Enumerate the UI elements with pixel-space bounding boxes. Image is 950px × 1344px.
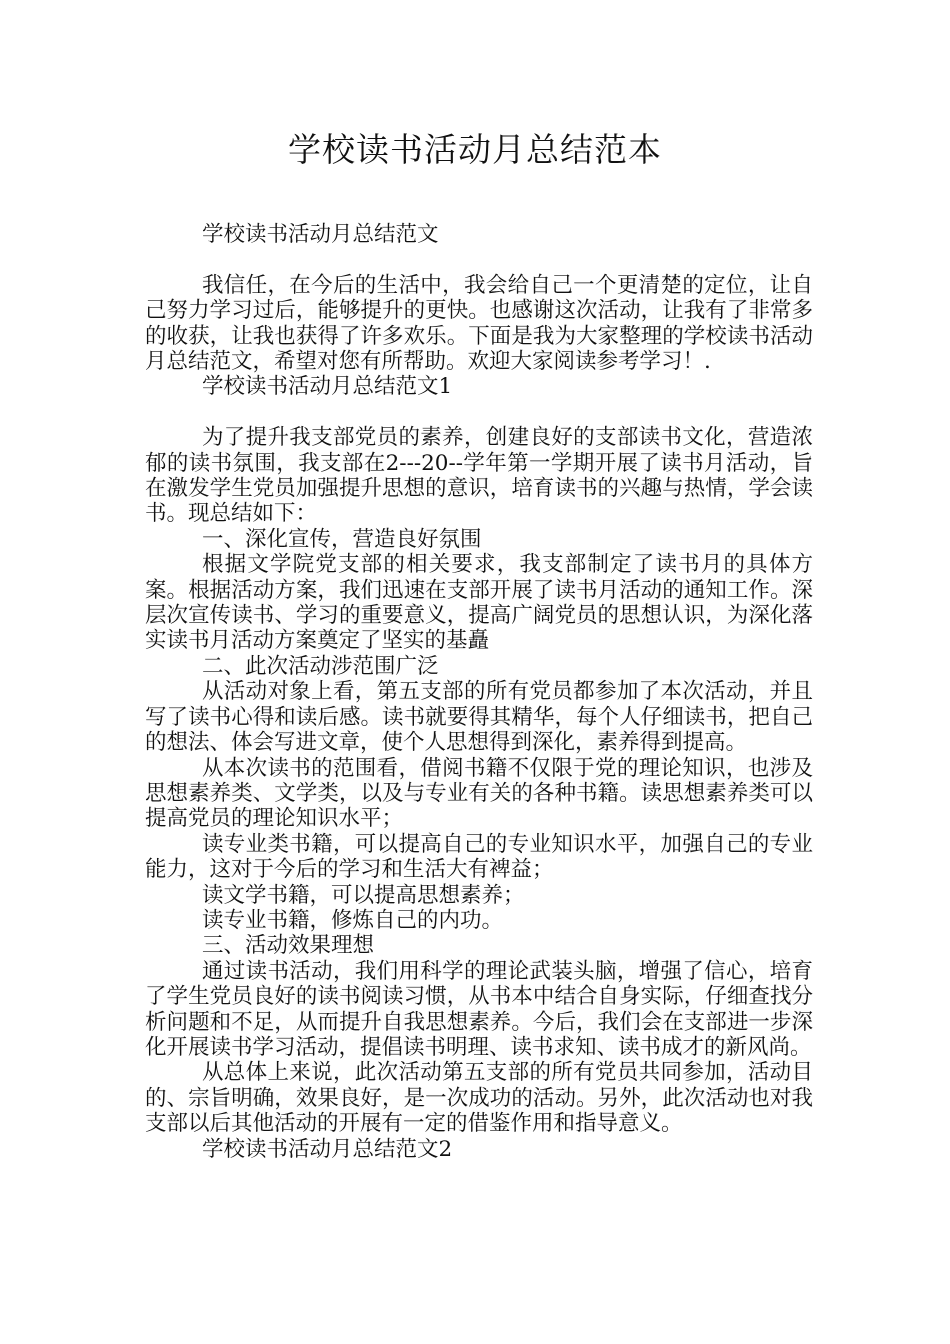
body-paragraph: 从活动对象上看，第五支部的所有党员都参加了本次活动，并且写了读书心得和读后感。读书就要得其精华，每个人仔细读书，把自己的想法、体会写进文章，使个人思想得到深化，素养得到提高。 bbox=[145, 679, 813, 756]
paragraph-spacer bbox=[145, 400, 813, 425]
paragraph-spacer bbox=[145, 247, 813, 272]
body-paragraph: 三、活动效果理想 bbox=[201, 933, 374, 959]
body-paragraph: 读文学书籍，可以提高思想素养； bbox=[201, 882, 525, 908]
body-paragraph: 学校读书活动月总结范文2 bbox=[201, 1136, 453, 1162]
body-paragraph: 读专业类书籍，可以提高自己的专业知识水平，加强自己的专业能力，这对于今后的学习和生活大有裨益； bbox=[145, 831, 813, 883]
body-paragraph: 学校读书活动月总结范文1 bbox=[201, 374, 453, 400]
body-paragraph: 从本次读书的范围看，借阅书籍不仅限于党的理论知识，也涉及思想素养类、文学类，以及与专业有关的各种书籍。读思想素养类可以提高党员的理论知识水平； bbox=[145, 755, 813, 832]
body-paragraph: 根据文学院党支部的相关要求，我支部制定了读书月的具体方案。根据活动方案，我们迅速在支部开展了读书月活动的通知工作。深层次宣传读书、学习的重要意义，提高广阔党员的思想认识，为深化落实读书月活动方案奠定了坚实的基矗 bbox=[145, 552, 813, 654]
body-paragraph: 我信任，在今后的生活中，我会给自己一个更清楚的定位，让自己努力学习过后，能够提升的更快。也感谢这次活动，让我有了非常多的收获，让我也获得了许多欢乐。下面是我为大家整理的学校读书活动月总结范文，希望对您有所帮助。欢迎大家阅读参考学习！. bbox=[145, 272, 813, 375]
body-paragraph: 学校读书活动月总结范文 bbox=[201, 222, 439, 247]
body-paragraph: 通过读书活动，我们用科学的理论武装头脑，增强了信心，培育了学生党员良好的读书阅读习惯，从书本中结合自身实际，仔细查找分析问题和不足，从而提升自我思想素养。今后，我们会在支部进一步深化开展读书学习活动，提倡读书明理、读书求知、读书成才的新风尚。 bbox=[145, 958, 813, 1060]
body-paragraph: 二、此次活动涉范围广泛 bbox=[201, 653, 439, 679]
body-paragraph: 从总体上来说，此次活动第五支部的所有党员共同参加，活动目的、宗旨明确，效果良好，是一次成功的活动。另外，此次活动也对我支部以后其他活动的开展有一定的借鉴作用和指导意义。 bbox=[145, 1060, 813, 1137]
document-body bbox=[145, 222, 813, 1162]
body-paragraph: 一、深化宣传，营造良好氛围 bbox=[201, 526, 482, 552]
body-paragraph: 读专业书籍，修炼自己的内功。 bbox=[201, 907, 503, 933]
document-title: 学校读书活动月总结范本 bbox=[288, 130, 662, 169]
body-paragraph: 为了提升我支部党员的素养，创建良好的支部读书文化，营造浓郁的读书氛围，我支部在2---20--学年第一学期开展了读书月活动，旨在激发学生党员加强提升思想的意识，培育读书的兴趣与热情，学会读书。现总结如下： bbox=[145, 425, 813, 527]
